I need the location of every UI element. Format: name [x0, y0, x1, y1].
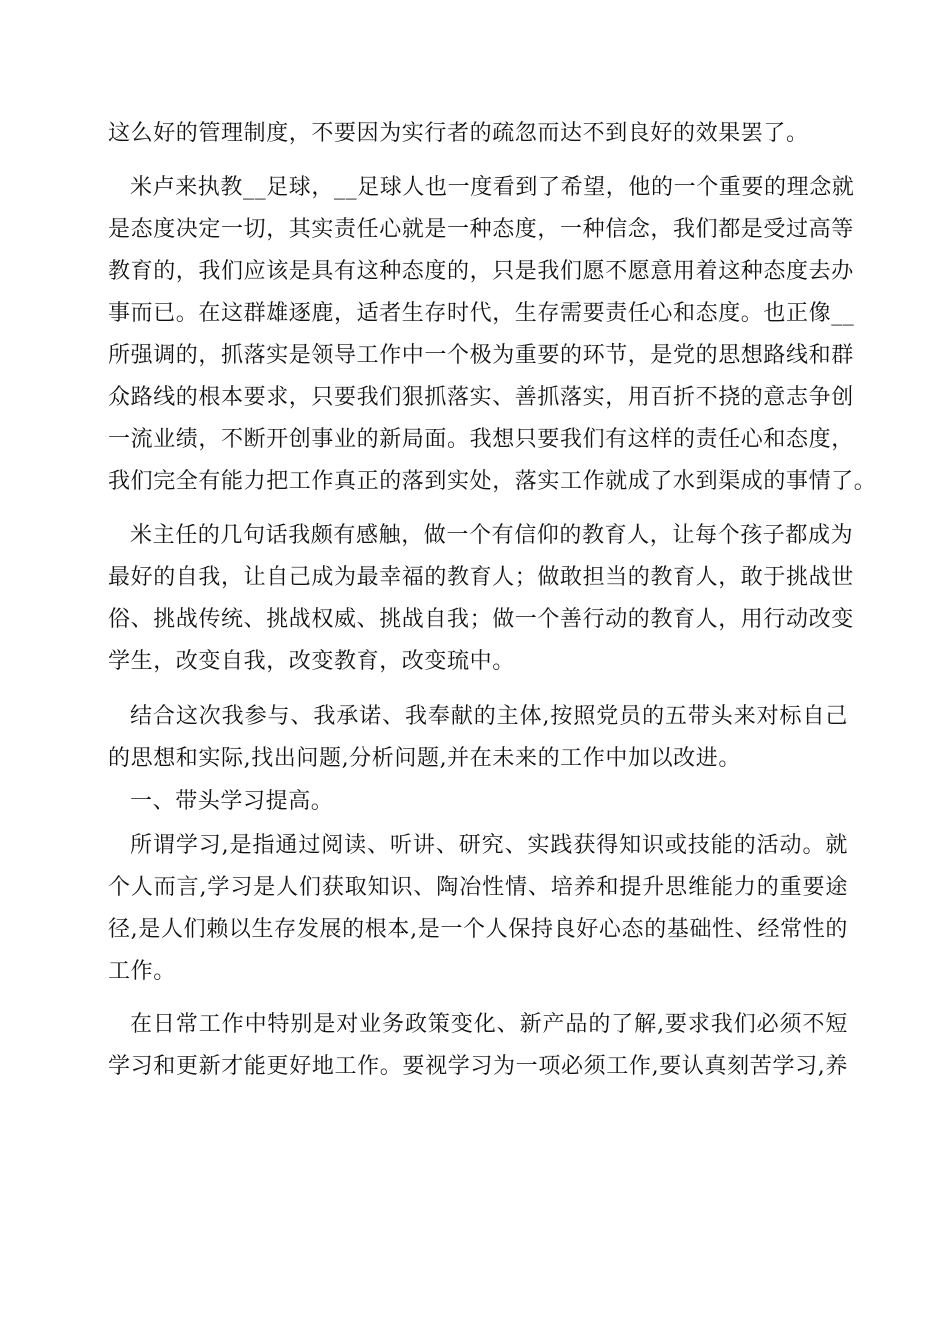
text-line: 个人而言,学习是人们获取知识、陶冶性情、培养和提升思维能力的重要途	[108, 875, 848, 900]
text-line: 一流业绩，不断开创事业的新局面。我想只要我们有这样的责任心和态度，	[108, 427, 854, 452]
paragraph-first-line: 米主任的几句话我颇有感触，做一个有信仰的教育人，让每个孩子都成为	[130, 523, 854, 548]
text-line: 我们完全有能力把工作真正的落到实处，落实工作就成了水到渠成的事情了。	[108, 469, 877, 494]
paragraph-first-line: 结合这次我参与、我承诺、我奉献的主体,按照党员的五带头来对标自己	[130, 704, 848, 729]
text-line: 的思想和实际,找出问题,分析问题,并在未来的工作中加以改进。	[108, 746, 741, 771]
paragraph-first-line: 米卢来执教__足球，__足球人也一度看到了希望，他的一个重要的理念就	[130, 175, 855, 200]
text-line: 径,是人们赖以生存发展的根本,是一个人保持良好心态的基础性、经常性的	[108, 917, 848, 942]
text-line: 最好的自我，让自己成为最幸福的教育人；做敢担当的教育人，敢于挑战世	[108, 565, 854, 590]
text-line: 众路线的根本要求，只要我们狠抓落实、善抓落实，用百折不挠的意志争创	[108, 385, 854, 410]
text-line: 工作。	[108, 959, 176, 984]
text-line: 俗、挑战传统、挑战权威、挑战自我；做一个善行动的教育人，用行动改变	[108, 607, 854, 632]
paragraph-first-line: 在日常工作中特别是对业务政策变化、新产品的了解,要求我们必须不短	[130, 1012, 848, 1037]
text-line: 学生，改变自我，改变教育，改变琉中。	[108, 649, 515, 674]
text-line: 是态度决定一切，其实责任心就是一种态度，一种信念，我们都是受过高等	[108, 217, 854, 242]
section-heading: 一、带头学习提高。	[130, 789, 334, 814]
text-line: 这么好的管理制度，不要因为实行者的疏忽而达不到良好的效果罢了。	[108, 121, 809, 146]
text-line: 所强调的，抓落实是领导工作中一个极为重要的环节，是党的思想路线和群	[108, 343, 854, 368]
paragraph-first-line: 所谓学习,是指通过阅读、听讲、研究、实践获得知识或技能的活动。就	[130, 833, 848, 858]
text-line: 教育的，我们应该是具有这种态度的，只是我们愿不愿意用着这种态度去办	[108, 259, 854, 284]
text-line: 事而已。在这群雄逐鹿，适者生存时代，生存需要责任心和态度。也正像__	[108, 301, 855, 326]
text-line: 学习和更新才能更好地工作。要视学习为一项必须工作,要认真刻苦学习,养	[108, 1054, 848, 1079]
